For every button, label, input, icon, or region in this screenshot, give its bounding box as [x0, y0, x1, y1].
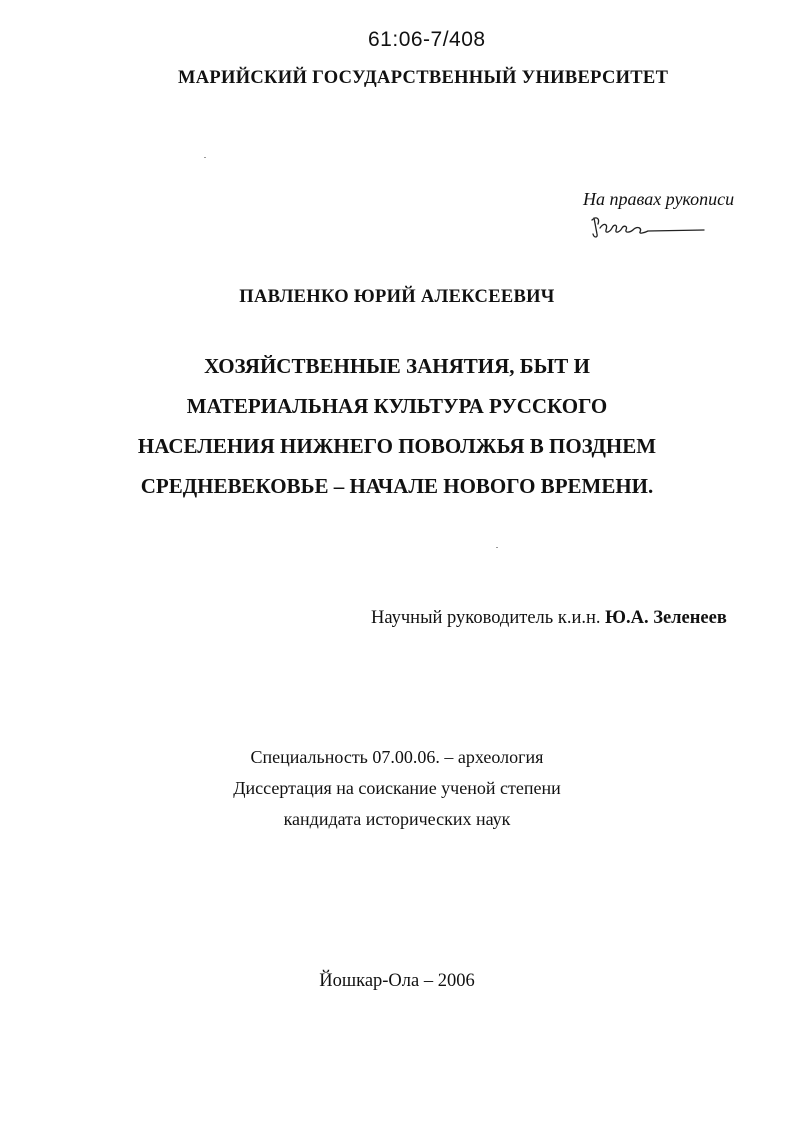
title-line: МАТЕРИАЛЬНАЯ КУЛЬТУРА РУССКОГО — [186, 394, 608, 418]
degree-line-2: кандидата исторических наук — [283, 809, 511, 829]
supervisor-label: Научный руководитель к.и.н. — [371, 608, 601, 628]
specialty: Специальность 07.00.06. – археология — [250, 747, 544, 767]
dissertation-title — [0, 346, 794, 506]
university-name: МАРИЙСКИЙ ГОСУДАРСТВЕННЫЙ УНИВЕРСИТЕТ — [178, 68, 669, 88]
author-signature — [588, 214, 708, 245]
supervisor-name: Ю.А. Зеленеев — [605, 608, 727, 628]
title-line: ХОЗЯЙСТВЕННЫЕ ЗАНЯТИЯ, БЫТ И — [204, 354, 590, 378]
scan-speck — [204, 157, 206, 158]
signature-icon — [588, 214, 708, 240]
supervisor — [371, 608, 727, 629]
city-year: Йошкар-Ола – 2006 — [319, 971, 475, 991]
scan-speck — [496, 547, 498, 548]
archive-code: 61:06-7/408 — [368, 28, 486, 51]
author-name: ПАВЛЕНКО ЮРИЙ АЛЕКСЕЕВИЧ — [239, 287, 555, 307]
manuscript-rights-label: На правах рукописи — [583, 189, 735, 209]
title-line: СРЕДНЕВЕКОВЬЕ – НАЧАЛЕ НОВОГО ВРЕМЕНИ. — [140, 474, 654, 498]
title-line: НАСЕЛЕНИЯ НИЖНЕГО ПОВОЛЖЬЯ В ПОЗДНЕМ — [137, 434, 657, 458]
degree-line-1: Диссертация на соискание ученой степени — [233, 778, 561, 798]
dissertation-info — [0, 742, 794, 835]
